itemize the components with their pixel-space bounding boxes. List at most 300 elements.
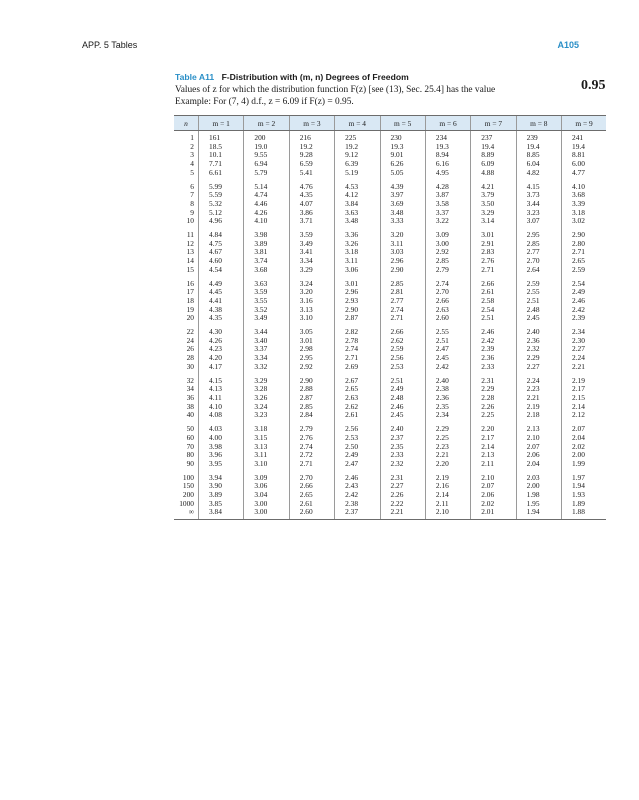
table-cell: 3.69: [380, 200, 425, 209]
table-cell: 2.87: [335, 314, 380, 323]
table-cell: 2.87: [289, 394, 334, 403]
table-cell: 6.00: [562, 160, 607, 169]
table-cell: 3.87: [425, 191, 470, 200]
table-cell: 2.20: [425, 460, 470, 469]
row-label-n: 17: [186, 287, 194, 297]
table-cell: 2.14: [471, 443, 516, 452]
table-cell: 2.96: [335, 288, 380, 297]
table-cell: 216: [289, 131, 334, 143]
table-cell: 2.40: [425, 372, 470, 386]
table-cell: 3.23: [244, 411, 289, 420]
row-label-n: 32: [186, 375, 194, 385]
table-cell: 5.32: [199, 200, 244, 209]
table-cell: 2.32: [516, 345, 561, 354]
table-cell: 2.10: [425, 508, 470, 519]
table-cell: 4.08: [199, 411, 244, 420]
table-cell: 2.23: [425, 443, 470, 452]
table-body: [174, 131, 606, 520]
table-cell: 2.46: [562, 297, 607, 306]
row-label-n: 34: [186, 384, 194, 394]
table-cell: 2.66: [425, 297, 470, 306]
table-cell: 3.02: [562, 217, 607, 226]
table-cell: 2.70: [289, 469, 334, 483]
table-cell: 2.37: [335, 508, 380, 519]
table-row: [174, 508, 606, 519]
table-cell: 3.98: [199, 443, 244, 452]
table-cell: 3.09: [244, 469, 289, 483]
running-head: [82, 40, 579, 50]
row-label-n: 150: [182, 481, 194, 491]
table-cell: 3.44: [516, 200, 561, 209]
table-cell: 6.61: [199, 169, 244, 178]
table-cell: 3.06: [335, 266, 380, 275]
table-row: [174, 314, 606, 323]
table-row: [174, 200, 606, 209]
table-cell: 4.11: [199, 394, 244, 403]
table-cell: 3.24: [244, 403, 289, 412]
table-cell: 3.14: [471, 217, 516, 226]
table-cell: 3.18: [335, 248, 380, 257]
table-row: [174, 394, 606, 403]
table-cell: 5.59: [199, 191, 244, 200]
table-cell: 2.03: [516, 469, 561, 483]
table-cell: 2.71: [471, 266, 516, 275]
table-cell: 3.63: [244, 275, 289, 289]
table-cell: 2.04: [516, 460, 561, 469]
table-cell: 225: [335, 131, 380, 143]
table-cell: 2.80: [562, 240, 607, 249]
column-header-m4: m = 4: [335, 116, 380, 131]
table-cell: 8.81: [562, 151, 607, 160]
row-label-n: 40: [186, 410, 194, 420]
table-cell: 3.86: [289, 209, 334, 218]
table-cell: 4.88: [471, 169, 516, 178]
table-row: [174, 363, 606, 372]
row-label-n: 6: [190, 181, 194, 191]
table-cell: 2.61: [471, 288, 516, 297]
table-cell: 3.03: [380, 248, 425, 257]
table-cell: 6.04: [516, 160, 561, 169]
table-cell: 8.89: [471, 151, 516, 160]
table-cell: 2.22: [380, 500, 425, 509]
column-header-m7: m = 7: [471, 116, 516, 131]
table-cell: 3.26: [335, 240, 380, 249]
table-row: [174, 209, 606, 218]
table-cell: 2.32: [380, 460, 425, 469]
table-cell: 3.68: [244, 266, 289, 275]
row-label-n: 7: [190, 190, 194, 200]
table-cell: 3.89: [244, 240, 289, 249]
table-cell: 2.59: [562, 266, 607, 275]
table-cell: 2.34: [425, 411, 470, 420]
table-cell: 200: [244, 131, 289, 143]
table-cell: 2.24: [562, 354, 607, 363]
table-cell: 3.01: [471, 226, 516, 240]
table-cell: 3.85: [199, 500, 244, 509]
table-cell: 4.45: [199, 288, 244, 297]
row-label-n: 50: [186, 424, 194, 434]
description-line: [175, 78, 606, 96]
table-cell: 2.74: [335, 345, 380, 354]
table-cell: 2.21: [380, 508, 425, 519]
table-cell: 2.28: [471, 394, 516, 403]
table-cell: 2.65: [335, 385, 380, 394]
table-cell: 2.48: [380, 394, 425, 403]
table-cell: 2.38: [335, 500, 380, 509]
table-cell: 2.95: [289, 354, 334, 363]
table-cell: 3.20: [380, 226, 425, 240]
table-cell: 2.95: [516, 226, 561, 240]
table-cell: 2.31: [471, 372, 516, 386]
row-label-n: 22: [186, 327, 194, 337]
table-row: [174, 451, 606, 460]
table-cell: 4.35: [199, 314, 244, 323]
table-cell: 2.21: [516, 394, 561, 403]
table-cell: 1.97: [562, 469, 607, 483]
table-cell: 1.89: [562, 500, 607, 509]
table-cell: 3.97: [380, 191, 425, 200]
table-row: [174, 469, 606, 483]
table-cell: 2.34: [562, 323, 607, 337]
column-header-m5: m = 5: [380, 116, 425, 131]
table-cell: 2.45: [380, 411, 425, 420]
table-cell: 4.77: [562, 169, 607, 178]
table-row: [174, 160, 606, 169]
table-cell: 4.03: [199, 420, 244, 434]
table-cell: 6.59: [289, 160, 334, 169]
table-cell: 2.55: [516, 288, 561, 297]
table-cell: 3.00: [244, 508, 289, 519]
table-cell: 3.36: [335, 226, 380, 240]
table-cell: 2.35: [380, 443, 425, 452]
table-cell: 6.09: [471, 160, 516, 169]
table-cell: 2.49: [562, 288, 607, 297]
table-cell: 3.39: [562, 200, 607, 209]
table-row: [174, 500, 606, 509]
table-cell: 4.28: [425, 178, 470, 192]
column-header-m2: m = 2: [244, 116, 289, 131]
row-label-n: 30: [186, 361, 194, 371]
table-cell: 2.13: [471, 451, 516, 460]
table-cell: 3.84: [199, 508, 244, 519]
table-cell: 6.26: [380, 160, 425, 169]
table-cell: 1.93: [562, 491, 607, 500]
table-cell: 2.92: [289, 363, 334, 372]
table-cell: 4.10: [244, 217, 289, 226]
table-cell: 2.48: [516, 306, 561, 315]
table-row: [174, 143, 606, 152]
row-label-n: 16: [186, 278, 194, 288]
table-cell: 2.39: [471, 345, 516, 354]
table-cell: 2.60: [425, 314, 470, 323]
row-label-n: 19: [186, 304, 194, 314]
table-title: [175, 72, 409, 82]
table-cell: 19.4: [516, 143, 561, 152]
table-cell: 2.88: [289, 385, 334, 394]
table-row: [174, 306, 606, 315]
table-row: [174, 434, 606, 443]
table-cell: 4.46: [244, 200, 289, 209]
table-cell: 2.70: [516, 257, 561, 266]
table-cell: 237: [471, 131, 516, 143]
table-cell: 2.45: [516, 314, 561, 323]
table-cell: 4.26: [244, 209, 289, 218]
row-label-n: 2: [190, 141, 194, 151]
table-cell: 2.12: [562, 411, 607, 420]
table-cell: 2.33: [380, 451, 425, 460]
table-cell: 2.13: [516, 420, 561, 434]
table-cell: 3.07: [516, 217, 561, 226]
row-label-n: 18: [186, 295, 194, 305]
probability-value: 0.95: [581, 78, 606, 93]
column-header-m6: m = 6: [425, 116, 470, 131]
row-label-n: 28: [186, 353, 194, 363]
table-cell: 2.39: [562, 314, 607, 323]
row-label-n: 14: [186, 256, 194, 266]
table-cell: 2.21: [562, 363, 607, 372]
table-cell: 2.56: [335, 420, 380, 434]
table-label: Table A11: [175, 72, 215, 82]
table-cell: 3.15: [244, 434, 289, 443]
table-cell: 4.82: [516, 169, 561, 178]
table-cell: 2.01: [471, 508, 516, 519]
table-cell: 8.85: [516, 151, 561, 160]
table-cell: 2.83: [471, 248, 516, 257]
table-cell: 4.10: [199, 403, 244, 412]
table-cell: 2.19: [425, 469, 470, 483]
table-row: [174, 337, 606, 346]
table-description: [175, 78, 606, 108]
table-cell: 2.42: [335, 491, 380, 500]
table-cell: 2.11: [425, 500, 470, 509]
table-cell: 9.12: [335, 151, 380, 160]
table-cell: 19.4: [562, 143, 607, 152]
table-cell: 3.96: [199, 451, 244, 460]
row-label-n: 20: [186, 313, 194, 323]
table-cell: 2.29: [425, 420, 470, 434]
table-cell: 4.21: [471, 178, 516, 192]
table-cell: 2.23: [516, 385, 561, 394]
table-cell: 3.13: [244, 443, 289, 452]
table-cell: 5.12: [199, 209, 244, 218]
table-cell: 19.3: [425, 143, 470, 152]
table-cell: 3.18: [244, 420, 289, 434]
table-cell: 230: [380, 131, 425, 143]
table-cell: 2.43: [335, 482, 380, 491]
table-cell: 3.10: [244, 460, 289, 469]
table-cell: 2.35: [425, 403, 470, 412]
table-cell: 2.70: [425, 288, 470, 297]
table-cell: 2.54: [562, 275, 607, 289]
table-row: [174, 297, 606, 306]
table-row: [174, 288, 606, 297]
table-cell: 7.71: [199, 160, 244, 169]
table-cell: 4.76: [289, 178, 334, 192]
table-cell: 2.93: [335, 297, 380, 306]
table-cell: 3.48: [380, 209, 425, 218]
table-cell: 4.35: [289, 191, 334, 200]
table-cell: 3.90: [199, 482, 244, 491]
table-row: [174, 403, 606, 412]
table-cell: 2.53: [380, 363, 425, 372]
table-cell: 2.55: [425, 323, 470, 337]
table-cell: 1.98: [516, 491, 561, 500]
table-cell: 2.38: [425, 385, 470, 394]
row-label-n: 80: [186, 450, 194, 460]
row-label-n: 90: [186, 458, 194, 468]
table-row: [174, 443, 606, 452]
table-cell: 4.26: [199, 337, 244, 346]
table-cell: 6.39: [335, 160, 380, 169]
table-cell: 2.10: [471, 469, 516, 483]
table-cell: 4.39: [380, 178, 425, 192]
table-cell: 2.36: [425, 394, 470, 403]
table-cell: 3.49: [244, 314, 289, 323]
table-cell: 6.94: [244, 160, 289, 169]
row-label-n: 1: [190, 133, 194, 142]
table-cell: 3.41: [289, 248, 334, 257]
table-cell: 3.00: [425, 240, 470, 249]
table-cell: 4.67: [199, 248, 244, 257]
column-header-m8: m = 8: [516, 116, 561, 131]
table-cell: 2.20: [471, 420, 516, 434]
table-row: [174, 226, 606, 240]
table-cell: 2.27: [562, 345, 607, 354]
table-cell: 2.58: [471, 297, 516, 306]
table-cell: 2.21: [425, 451, 470, 460]
row-label-n: 12: [186, 238, 194, 248]
table-cell: 2.85: [380, 275, 425, 289]
table-cell: 10.1: [199, 151, 244, 160]
table-cell: 3.71: [289, 217, 334, 226]
table-cell: 2.61: [289, 500, 334, 509]
table-cell: 2.65: [289, 491, 334, 500]
table-cell: 3.04: [244, 491, 289, 500]
table-cell: 3.11: [244, 451, 289, 460]
table-cell: 6.16: [425, 160, 470, 169]
table-cell: 2.71: [380, 314, 425, 323]
table-row: [174, 354, 606, 363]
table-cell: 3.26: [244, 394, 289, 403]
table-row: [174, 257, 606, 266]
table-cell: 2.76: [289, 434, 334, 443]
table-cell: 3.52: [244, 306, 289, 315]
table-cell: 19.0: [244, 143, 289, 152]
example-line: Example: For (7, 4) d.f., z = 6.09 if F(z) = 0.95.: [175, 97, 354, 107]
table-cell: 3.68: [562, 191, 607, 200]
table-cell: 2.00: [562, 451, 607, 460]
column-header-n: n: [174, 116, 199, 131]
table-cell: 3.74: [244, 257, 289, 266]
table-cell: 19.2: [335, 143, 380, 152]
table-cell: 2.17: [471, 434, 516, 443]
table-cell: 2.49: [380, 385, 425, 394]
table-row: [174, 248, 606, 257]
table-cell: 3.59: [289, 226, 334, 240]
table-cell: 2.59: [516, 275, 561, 289]
row-label-n: 1000: [179, 498, 194, 508]
page-number: A105: [557, 40, 579, 50]
table-cell: 2.46: [380, 403, 425, 412]
table-cell: 5.41: [289, 169, 334, 178]
table-cell: 5.05: [380, 169, 425, 178]
table-cell: 234: [425, 131, 470, 143]
table-cell: 4.95: [425, 169, 470, 178]
table-cell: 2.51: [380, 372, 425, 386]
table-cell: 3.84: [335, 200, 380, 209]
table-cell: 3.10: [289, 314, 334, 323]
table-cell: 4.00: [199, 434, 244, 443]
row-label-n: 10: [186, 216, 194, 226]
table-cell: 4.74: [244, 191, 289, 200]
table-cell: 9.55: [244, 151, 289, 160]
row-label-n: 100: [182, 472, 194, 482]
table-cell: 4.07: [289, 200, 334, 209]
table-cell: 2.24: [516, 372, 561, 386]
column-header-m9: m = 9: [562, 116, 607, 131]
table-cell: 3.01: [335, 275, 380, 289]
table-cell: 3.50: [471, 200, 516, 209]
table-cell: 2.96: [380, 257, 425, 266]
row-label-n: 200: [182, 490, 194, 500]
table-cell: 2.16: [425, 482, 470, 491]
table-cell: 2.74: [425, 275, 470, 289]
column-header-m3: m = 3: [289, 116, 334, 131]
table-cell: 5.79: [244, 169, 289, 178]
table-cell: 2.76: [471, 257, 516, 266]
table-cell: 3.44: [244, 323, 289, 337]
table-cell: 4.75: [199, 240, 244, 249]
table-cell: 3.09: [425, 226, 470, 240]
table-title-text: F-Distribution with (m, n) Degrees of Freedom: [221, 72, 409, 82]
table-cell: 2.84: [289, 411, 334, 420]
table-cell: 3.22: [425, 217, 470, 226]
table-cell: 2.66: [380, 323, 425, 337]
table-cell: 2.42: [471, 337, 516, 346]
table-cell: 2.47: [335, 460, 380, 469]
table-cell: 2.90: [562, 226, 607, 240]
table-cell: 5.19: [335, 169, 380, 178]
table-cell: 2.90: [289, 372, 334, 386]
table-cell: 2.17: [562, 385, 607, 394]
table-cell: 3.16: [289, 297, 334, 306]
table-cell: 2.90: [335, 306, 380, 315]
table-cell: 3.13: [289, 306, 334, 315]
table-cell: 2.63: [425, 306, 470, 315]
table-cell: 2.59: [380, 345, 425, 354]
table-cell: 2.82: [335, 323, 380, 337]
table-cell: 2.11: [471, 460, 516, 469]
table-cell: 3.49: [289, 240, 334, 249]
table-cell: 19.2: [289, 143, 334, 152]
table-cell: 2.07: [471, 482, 516, 491]
table-cell: 2.60: [289, 508, 334, 519]
table-cell: 3.58: [425, 200, 470, 209]
table-row: [174, 275, 606, 289]
table-cell: 4.60: [199, 257, 244, 266]
table-cell: 2.27: [380, 482, 425, 491]
table-cell: 2.74: [380, 306, 425, 315]
table-cell: 2.30: [562, 337, 607, 346]
table-cell: 2.81: [380, 288, 425, 297]
table-row: [174, 240, 606, 249]
table-cell: 2.15: [562, 394, 607, 403]
table-cell: 2.51: [425, 337, 470, 346]
table-cell: 3.40: [244, 337, 289, 346]
running-head-section: APP. 5 Tables: [82, 40, 138, 50]
table-cell: 2.25: [425, 434, 470, 443]
table-cell: 2.77: [516, 248, 561, 257]
